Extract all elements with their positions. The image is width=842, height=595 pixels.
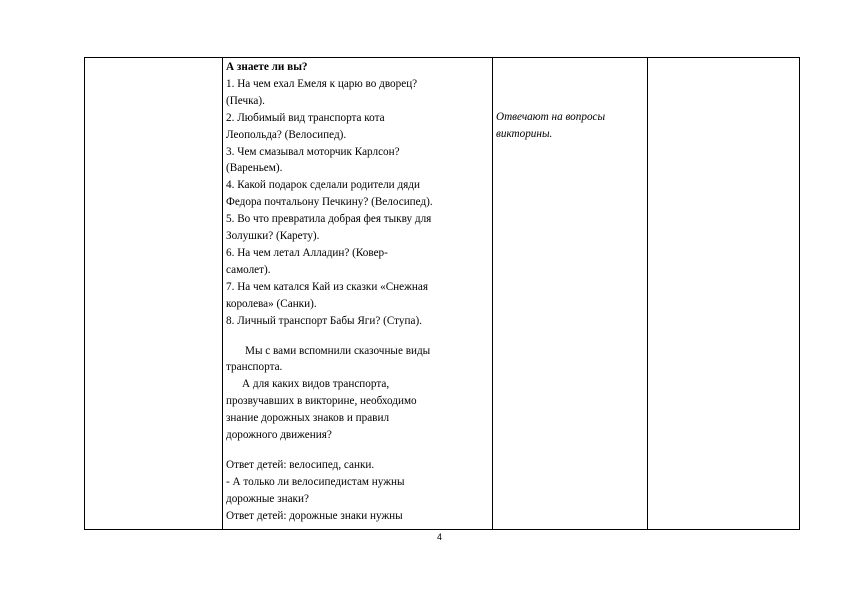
quiz-line: Федора почтальону Печкину? (Велосипед).: [226, 196, 433, 209]
quiz-line: королева» (Санки).: [226, 297, 317, 310]
question-line: прозвучавших в викторине, необходимо: [226, 395, 417, 408]
question-line: знание дорожных знаков и правил: [226, 412, 390, 425]
paragraph-gap: [226, 444, 488, 457]
student-activity-line: викторины.: [496, 127, 553, 140]
quiz-heading: А знаете ли вы?: [226, 61, 308, 73]
quiz-line: 5. Во что превратила добрая фея тыкву для: [226, 213, 432, 226]
answer-line: Ответ детей: велосипед, санки.: [226, 458, 375, 471]
table-cell-student-activity: [492, 58, 648, 529]
student-activity-text: [496, 109, 642, 142]
quiz-line: (Печка).: [226, 94, 265, 107]
quiz-line: 7. На чем катался Кай из сказки «Снежная: [226, 280, 428, 293]
table-cell-col1: [85, 58, 223, 529]
quiz-line: 2. Любимый вид транспорта кота: [226, 111, 385, 124]
answer-line: - А только ли велосипедистам нужны: [226, 475, 405, 488]
table-cell-teacher-activity: [222, 58, 493, 529]
quiz-line: 1. На чем ехал Емеля к царю во дворец?: [226, 77, 418, 90]
answer-line: Ответ детей: дорожные знаки нужны: [226, 509, 403, 522]
paragraph-gap: [226, 330, 488, 343]
quiz-line: 4. Какой подарок сделали родители дяди: [226, 179, 420, 192]
page-number: 4: [437, 532, 443, 542]
question-line: дорожного движения?: [226, 429, 332, 442]
quiz-line: самолет).: [226, 263, 271, 276]
quiz-line: Леопольда? (Велосипед).: [226, 128, 347, 141]
quiz-line: (Вареньем).: [226, 162, 283, 175]
quiz-line: 3. Чем смазывал моторчик Карлсон?: [226, 145, 400, 158]
question-line: А для каких видов транспорта,: [242, 378, 390, 391]
quiz-line: 6. На чем летал Алладин? (Ковер-: [226, 246, 388, 259]
summary-line: транспорта.: [226, 361, 283, 374]
quiz-line: 8. Личный транспорт Бабы Яги? (Ступа).: [226, 314, 422, 327]
answer-line: дорожные знаки?: [226, 492, 309, 505]
lesson-table: [84, 57, 800, 530]
summary-line: Мы с вами вспомнили сказочные виды: [245, 344, 431, 357]
teacher-activity-text: [226, 59, 488, 525]
quiz-line: Золушки? (Карету).: [226, 230, 320, 243]
student-activity-line: Отвечают на вопросы: [496, 111, 606, 123]
